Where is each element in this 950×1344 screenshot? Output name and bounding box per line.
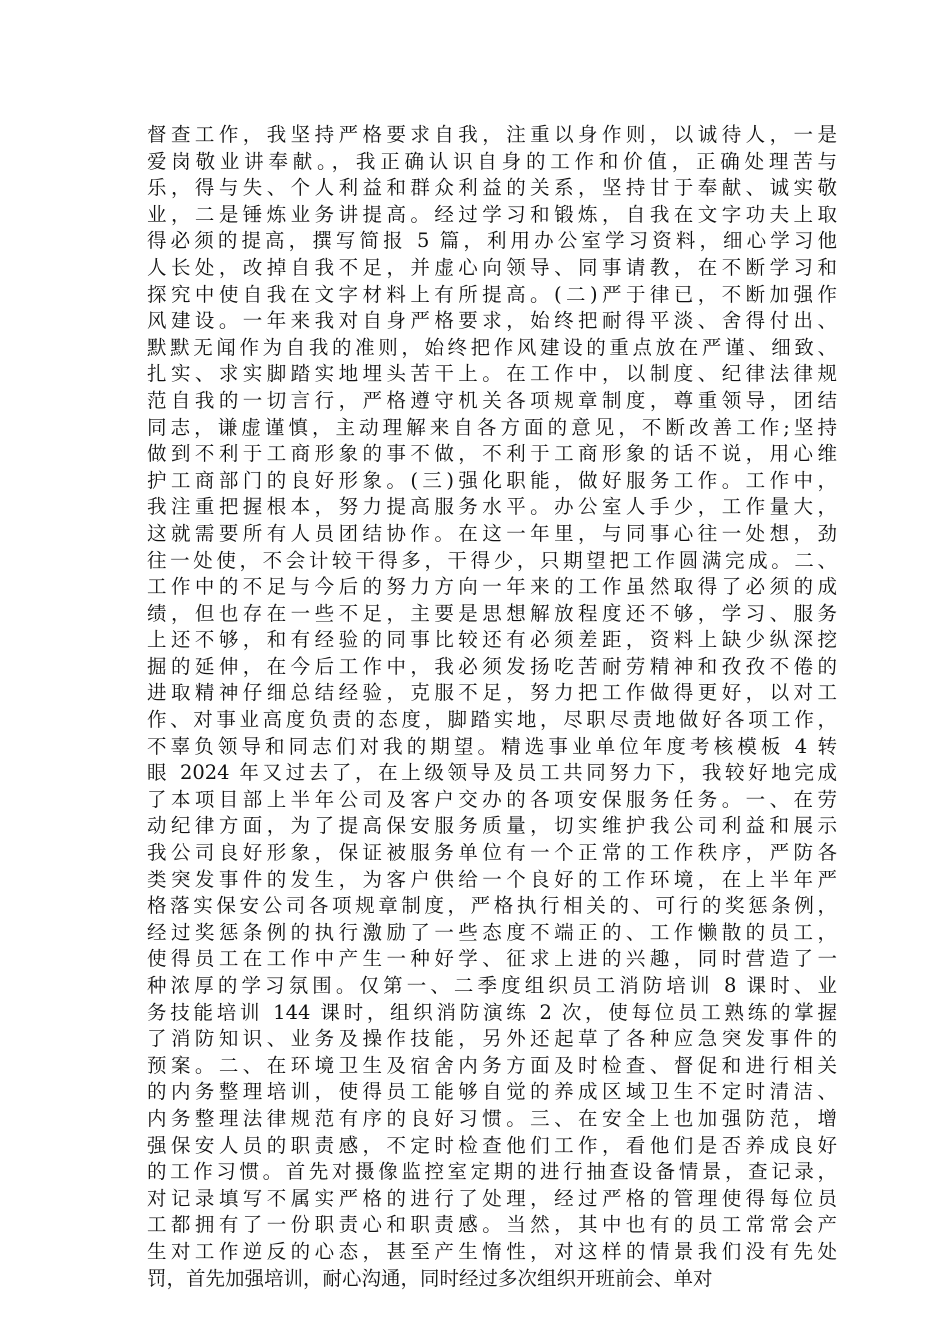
text-line: 探究中使自我在文字材料上有所提高。(二)严于律已，不断加强作 bbox=[147, 282, 837, 306]
text-line: 的工作习惯。首先对摄像监控室定期的进行抽查设备情景，查记录， bbox=[147, 1160, 837, 1184]
text-line: 得必须的提高，撰写简报 5 篇，利用办公室学习资料，细心学习他 bbox=[147, 229, 837, 253]
text-line: 护工商部门的良好形象。(三)强化职能，做好服务工作。工作中， bbox=[147, 468, 837, 492]
text-line: 人长处，改掉自我不足，并虚心向领导、同事请教，在不断学习和 bbox=[147, 255, 837, 279]
text-line: 上还不够，和有经验的同事比较还有必须差距，资料上缺少纵深挖 bbox=[147, 628, 837, 652]
text-line: 了本项目部上半年公司及客户交办的各项安保服务任务。一、在劳 bbox=[147, 787, 837, 811]
text-line: 使得员工在工作中产生一种好学、征求上进的兴趣，同时营造了一 bbox=[147, 947, 837, 971]
text-line: 内务整理法律规范有序的良好习惯。三、在安全上也加强防范，增 bbox=[147, 1106, 837, 1130]
text-line: 这就需要所有人员团结协作。在这一年里，与同事心往一处想，劲 bbox=[147, 521, 837, 545]
text-line: 预案。二、在环境卫生及宿舍内务方面及时检查、督促和进行相关 bbox=[147, 1053, 837, 1077]
text-line: 扎实、求实脚踏实地埋头苦干上。在工作中，以制度、纪律法律规 bbox=[147, 362, 837, 386]
text-line: 爱岗敬业讲奉献。，我正确认识自身的工作和价值，正确处理苦与 bbox=[147, 149, 837, 173]
text-line: 强保安人员的职责感，不定时检查他们工作，看他们是否养成良好 bbox=[147, 1133, 837, 1157]
body-text bbox=[147, 122, 837, 1292]
text-line: 了消防知识、业务及操作技能，另外还起草了各种应急突发事件的 bbox=[147, 1027, 837, 1051]
text-line: 种浓厚的学习氛围。仅第一、二季度组织员工消防培训 8 课时、业 bbox=[147, 974, 837, 997]
text-line: 绩，但也存在一些不足，主要是思想解放程度还不够，学习、服务 bbox=[147, 601, 837, 625]
text-line: 业，二是锤炼业务讲提高。经过学习和锻炼，自我在文字功夫上取 bbox=[147, 202, 837, 226]
text-line: 务技能培训 144 课时，组织消防演练 2 次，使每位员工熟练的掌握 bbox=[147, 1000, 837, 1024]
text-line: 的内务整理培训，使得员工能够自觉的养成区域卫生不定时清洁、 bbox=[147, 1080, 837, 1104]
text-line: 做到不利于工商形象的事不做，不利于工商形象的话不说，用心维 bbox=[147, 442, 837, 466]
text-line: 对记录填写不属实严格的进行了处理，经过严格的管理使得每位员 bbox=[147, 1186, 837, 1210]
text-line: 进取精神仔细总结经验，克服不足，努力把工作做得更好，以对工 bbox=[147, 681, 837, 705]
text-line: 工作中的不足与今后的努力方向一年来的工作虽然取得了必须的成 bbox=[147, 575, 837, 599]
text-line: 督查工作，我坚持严格要求自我，注重以身作则，以诚待人，一是 bbox=[147, 123, 837, 146]
text-line: 范自我的一切言行，严格遵守机关各项规章制度，尊重领导，团结 bbox=[147, 388, 837, 412]
text-line: 不辜负领导和同志们对我的期望。精选事业单位年度考核模板 4 转 bbox=[147, 734, 837, 758]
text-line: 工都拥有了一份职责心和职责感。当然，其中也有的员工常常会产 bbox=[147, 1213, 837, 1237]
text-line: 生对工作逆反的心态，甚至产生惰性，对这样的情景我们没有先处 bbox=[147, 1239, 837, 1263]
text-line: 我注重把握根本，努力提高服务水平。办公室人手少，工作量大， bbox=[147, 495, 837, 519]
text-line: 往一处使，不会计较干得多，干得少，只期望把工作圆满完成。二、 bbox=[147, 548, 837, 572]
text-line: 作、对事业高度负责的态度，脚踏实地，尽职尽责地做好各项工作， bbox=[147, 708, 837, 732]
text-line: 默默无闻作为自我的准则，始终把作风建设的重点放在严谨、细致、 bbox=[147, 335, 837, 359]
text-line: 眼 2024 年又过去了，在上级领导及员工共同努力下，我较好地完成 bbox=[147, 761, 837, 785]
text-line: 我公司良好形象，保证被服务单位有一个正常的工作秩序，严防各 bbox=[147, 841, 837, 865]
text-line: 类突发事件的发生，为客户供给一个良好的工作环境，在上半年严 bbox=[147, 867, 837, 891]
text-line: 风建设。一年来我对自身严格要求，始终把耐得平淡、舍得付出、 bbox=[147, 309, 837, 333]
text-line: 乐，得与失、个人利益和群众利益的关系，坚持甘于奉献、诚实敬 bbox=[147, 176, 837, 200]
text-line: 格落实保安公司各项规章制度，严格执行相关的、可行的奖惩条例， bbox=[147, 894, 837, 918]
text-line: 罚，首先加强培训，耐心沟通，同时经过多次组织开班前会、单对 bbox=[147, 1266, 713, 1290]
text-line: 经过奖惩条例的执行激励了一些态度不端正的、工作懒散的员工， bbox=[147, 920, 837, 944]
text-line: 同志，谦虚谨慎，主动理解来自各方面的意见，不断改善工作;坚持 bbox=[147, 415, 837, 439]
text-line: 动纪律方面，为了提高保安服务质量，切实维护我公司利益和展示 bbox=[147, 814, 837, 838]
text-line: 掘的延伸，在今后工作中，我必须发扬吃苦耐劳精神和孜孜不倦的 bbox=[147, 654, 837, 678]
